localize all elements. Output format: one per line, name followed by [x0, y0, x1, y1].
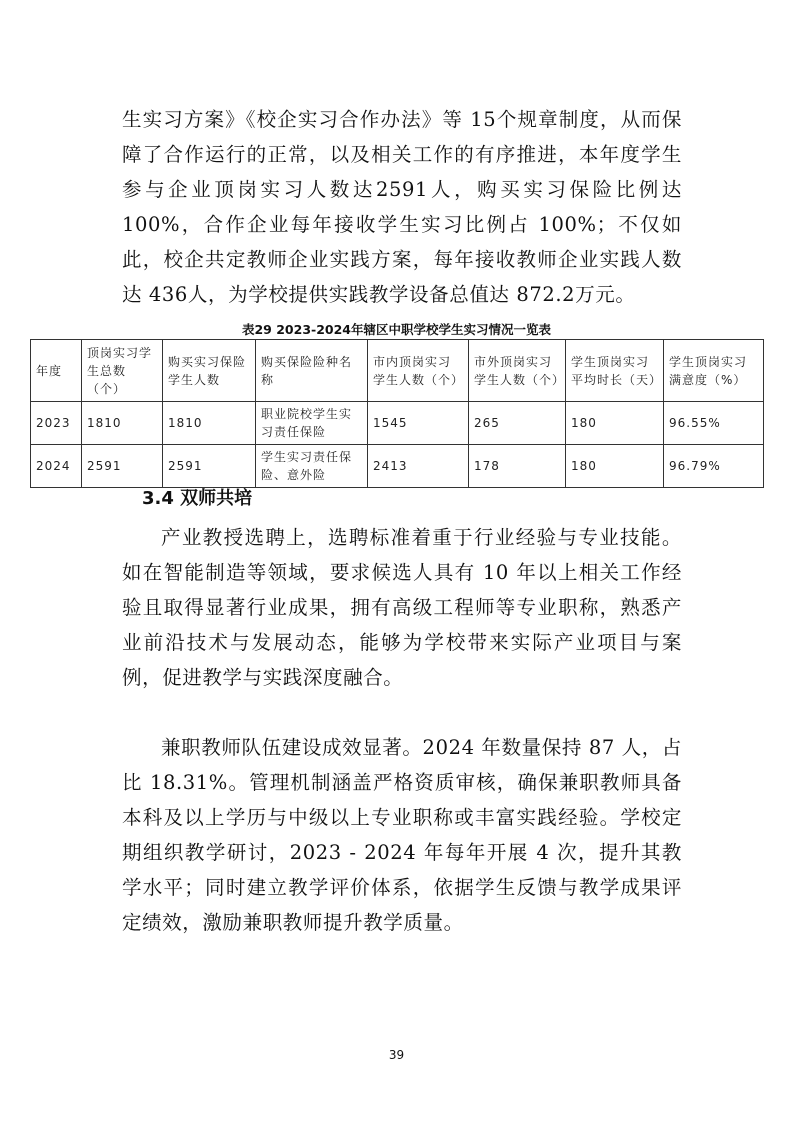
paragraph-internship: 生实习方案》《校企实习合作办法》等 15个规章制度，从而保障了合作运行的正常，以及相关工作的有序推进，本年度学生参与企业顶岗实习人数达2591人，购买实习保险比例达100%，合作企业每年接收学生实习比例占 100%；不仅如此，校企共定教师企业实践方案，每年接收教师企业实践人数达 436人，为学校提供实践教学设备总值达 872.2万元。 [122, 108, 682, 306]
header-cell-in-city: 市内顶岗实习学生人数（个） [368, 340, 469, 402]
paragraph-part-time-teachers: 兼职教师队伍建设成效显著。2024 年数量保持 87 人，占比 18.31%。管理机制涵盖严格资质审核，确保兼职教师具备本科及以上学历与中级以上专业职称或丰富实践经验。学校定期组织教学研讨，2023 - 2024 年每年开展 4 次，提升其教学水平；同时建立教学评价体系，依据学生反馈与教学成果评定绩效，激励兼职教师提升教学质量。 [122, 736, 682, 934]
header-cell-insurance-type: 购买保险险种名称 [256, 340, 368, 402]
table-cell: 学生实习责任保险、意外险 [256, 445, 368, 488]
table-cell: 职业院校学生实习责任保险 [256, 402, 368, 445]
table-cell: 1545 [368, 402, 469, 445]
header-cell-year: 年度 [31, 340, 82, 402]
page-number: 39 [388, 1048, 405, 1062]
table-cell: 265 [469, 402, 566, 445]
table-cell: 2591 [82, 445, 163, 488]
table-cell: 1810 [163, 402, 256, 445]
table-cell: 178 [469, 445, 566, 488]
header-cell-satisfaction: 学生顶岗实习满意度（%） [664, 340, 764, 402]
header-cell-duration: 学生顶岗实习平均时长（天） [566, 340, 664, 402]
paragraph-industry-professors: 产业教授选聘上，选聘标准着重于行业经验与专业技能。如在智能制造等领域，要求候选人具有 10 年以上相关工作经验且取得显著行业成果，拥有高级工程师等专业职称，熟悉产业前沿技术与发展动态，能够为学校带来实际产业项目与案例，促进教学与实践深度融合。 [122, 526, 682, 689]
header-cell-out-city: 市外顶岗实习学生人数（个） [469, 340, 566, 402]
table-cell: 2024 [31, 445, 82, 488]
table-cell: 2591 [163, 445, 256, 488]
table-cell: 180 [566, 402, 664, 445]
table-cell: 96.55% [664, 402, 764, 445]
table-cell: 2023 [31, 402, 82, 445]
table-cell: 180 [566, 445, 664, 488]
section-heading: 3.4 双师共培 [142, 488, 253, 509]
table-caption: 表29 2023-2024年辖区中职学校学生实习情况一览表 [241, 322, 552, 337]
table-header-row [31, 340, 764, 402]
table-cell: 2413 [368, 445, 469, 488]
header-cell-total: 顶岗实习学生总数（个） [82, 340, 163, 402]
table-cell: 96.79% [664, 445, 764, 488]
table-row [31, 445, 764, 488]
table-cell: 1810 [82, 402, 163, 445]
header-cell-insured: 购买实习保险学生人数 [163, 340, 256, 402]
table-row [31, 402, 764, 445]
internship-table [30, 339, 764, 488]
